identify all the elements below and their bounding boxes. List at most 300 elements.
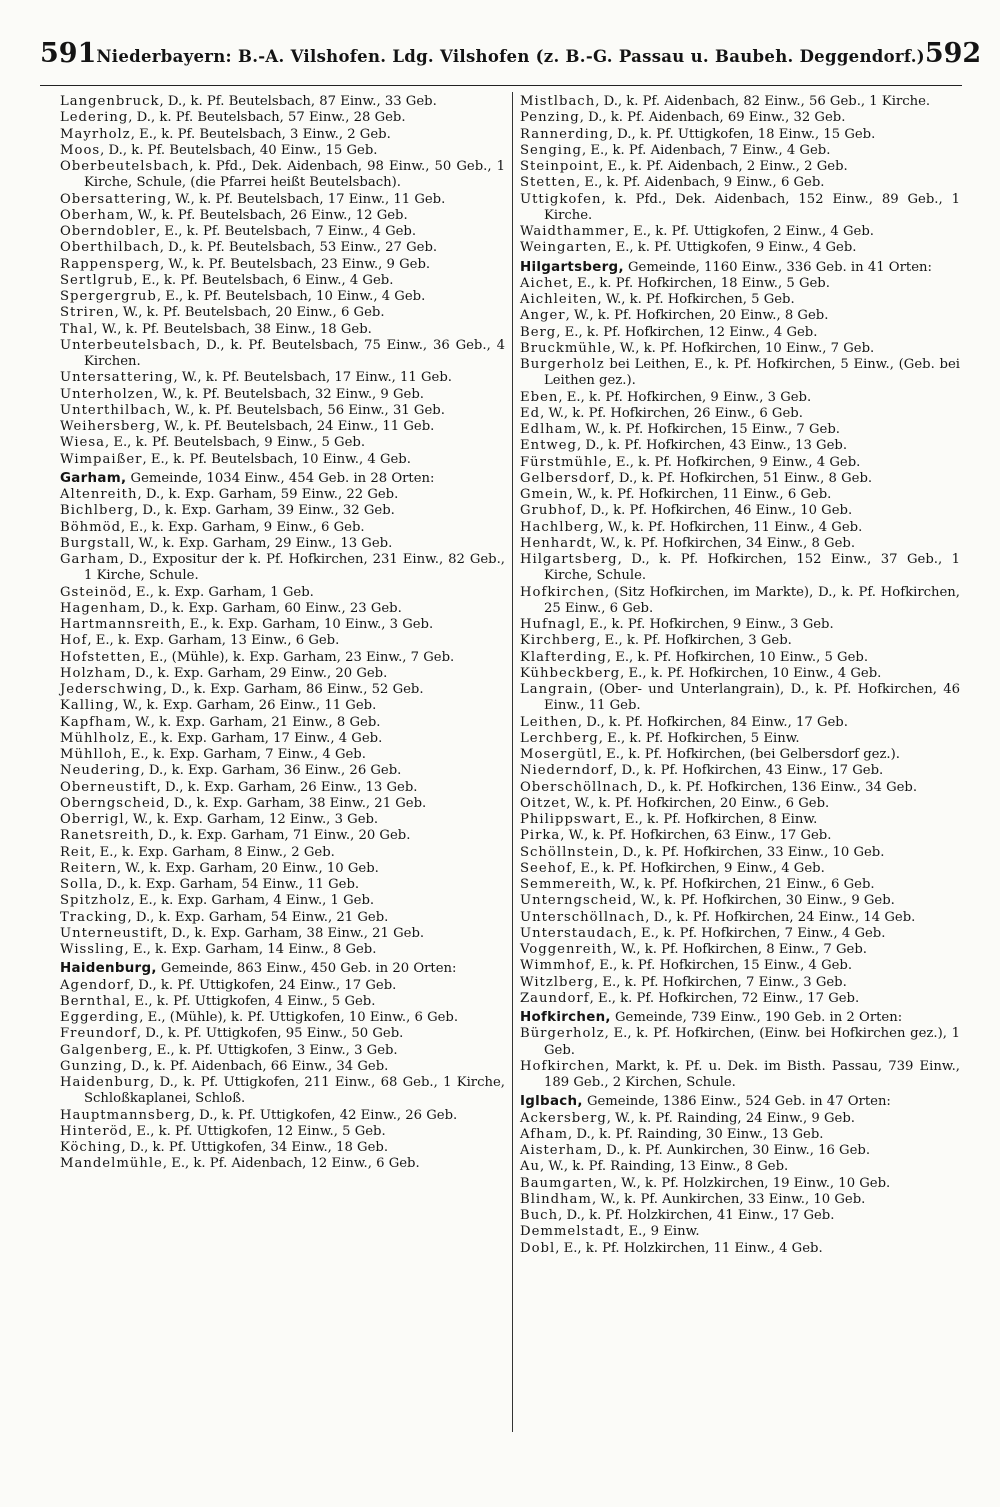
- place-details: , (Ober- und Unterlangrain), D., k. Pf. Hofkirchen, 46 Einw., 11 Geb.: [544, 682, 960, 714]
- place-name: Rappensperg: [60, 256, 161, 272]
- place-entry: [520, 438, 960, 454]
- place-name: Gelbersdorf: [520, 470, 611, 486]
- place-details: , D., k. Pf. Aunkirchen, 30 Einw., 16 Geb.: [597, 1143, 871, 1158]
- place-name: Philippswart: [520, 812, 617, 827]
- place-details: , E., k. Exp. Garham, 1 Geb.: [127, 584, 314, 600]
- place-name: Thal: [60, 321, 94, 337]
- place-details: , E., k. Pf. Uttigkofen, 2 Einw., 4 Geb.: [624, 224, 874, 239]
- place-details: , D., k. Pf. Aidenbach, 69 Einw., 32 Geb.: [579, 110, 846, 126]
- place-name: Senging: [520, 142, 582, 158]
- municipality-name: Hofkirchen,: [520, 1010, 611, 1025]
- place-details: , E., k. Pf. Hofkirchen, 72 Einw., 17 Geb.: [589, 990, 860, 1006]
- place-entry: [520, 240, 960, 256]
- place-details: , D., k. Pf. Uttigkofen, 95 Einw., 50 Geb.: [136, 1026, 404, 1042]
- place-details: , E., k. Exp. Garham, 14 Einw., 8 Geb.: [124, 942, 377, 957]
- place-details: , E., k. Pf. Hofkirchen, 9 Einw., 4 Geb.: [571, 860, 825, 876]
- place-entry: [60, 747, 505, 763]
- place-name: Galgenberg: [60, 1042, 149, 1058]
- place-details: , E., k. Pf. Beutelsbach, 10 Einw., 4 Geb.: [156, 289, 426, 304]
- place-name: Stetten: [520, 175, 577, 191]
- place-details: , D., k. Exp. Garham, 54 Einw., 21 Geb.: [127, 909, 389, 925]
- place-name: Striren: [60, 305, 115, 321]
- place-name: Köching: [60, 1140, 122, 1155]
- place-details: , E., k. Pf. Aidenbach, 12 Einw., 6 Geb.: [162, 1156, 420, 1172]
- place-details: , E., k. Pf. Aidenbach, 7 Einw., 4 Geb.: [581, 142, 831, 158]
- place-entry: [60, 419, 505, 435]
- place-name: Oberham: [60, 207, 130, 223]
- place-details: , W., k. Exp. Garham, 21 Einw., 8 Geb.: [126, 714, 381, 730]
- place-name: Semmereith: [520, 877, 612, 892]
- place-details: , D., k. Pf. Beutelsbach, 87 Einw., 33 Geb.: [159, 94, 437, 109]
- place-name: Niederndorf: [520, 763, 614, 779]
- place-entry: [520, 975, 960, 991]
- place-entry: [520, 192, 960, 225]
- place-name: Aichleiten: [520, 292, 598, 307]
- place-name: Kühbeckberg: [520, 665, 621, 681]
- place-details: , W., k. Pf. Beutelsbach, 23 Einw., 9 Geb.: [160, 256, 431, 272]
- place-name: Hartmannsreith: [60, 617, 182, 632]
- place-name: Aichet: [520, 275, 569, 291]
- place-details: , D., k. Pf. Aidenbach, 66 Einw., 34 Geb.: [122, 1058, 389, 1074]
- place-name: Kirchberg: [520, 633, 597, 649]
- place-entry: [60, 224, 505, 240]
- place-entry: [60, 110, 505, 126]
- place-name: Oberngscheid: [60, 795, 166, 811]
- place-name: Entweg: [520, 438, 577, 454]
- place-entry: [520, 1159, 960, 1175]
- place-name: Langenbruck: [60, 94, 160, 109]
- place-entry: [520, 276, 960, 292]
- place-entry: [60, 536, 505, 552]
- place-details: , W., k. Pf. Holzkirchen, 19 Einw., 10 Geb.: [612, 1175, 891, 1191]
- place-name: Henhardt: [520, 535, 593, 551]
- place-name: Hauptmannsberg: [60, 1107, 191, 1123]
- place-details: , W., k. Pf. Hofkirchen, 26 Einw., 6 Geb.: [540, 405, 803, 421]
- place-name: Oberthilbach: [60, 240, 160, 256]
- place-name: Unterthilbach: [60, 402, 167, 418]
- place-name: Wimmhof: [520, 958, 591, 974]
- place-details: , W., k. Pf. Rainding, 13 Einw., 8 Geb.: [540, 1159, 789, 1175]
- place-name: Seehof: [520, 860, 572, 876]
- place-entry: [60, 877, 505, 893]
- place-name: Eggerding: [60, 1010, 140, 1025]
- place-entry: [60, 780, 505, 796]
- municipality-name: Garham,: [60, 470, 127, 486]
- place-entry: [60, 1075, 505, 1108]
- place-name: Demmelstadt: [520, 1224, 621, 1240]
- place-details: , E., k. Pf. Beutelsbach, 9 Einw., 5 Geb.: [104, 435, 366, 451]
- place-details: , D., k. Pf. Hofkirchen, 43 Einw., 13 Geb.: [576, 438, 848, 454]
- place-entry: [520, 747, 960, 763]
- place-entry: [520, 1026, 960, 1059]
- place-details: , W., k. Pf. Hofkirchen, 21 Einw., 6 Geb.: [611, 877, 875, 892]
- place-entry: [520, 1127, 960, 1143]
- place-entry: [520, 503, 960, 519]
- place-details: , D., k. Pf. Uttigkofen, 18 Einw., 15 Geb.: [608, 126, 876, 142]
- place-entry: [60, 273, 505, 289]
- place-entry: [60, 1124, 505, 1140]
- place-name: Blindham: [520, 1191, 592, 1207]
- place-name: Unterholzen: [60, 386, 154, 402]
- place-entry: [520, 1059, 960, 1092]
- place-details: , D., k. Exp. Garham, 38 Einw., 21 Geb.: [165, 795, 427, 811]
- place-name: Unterschöllnach: [520, 909, 646, 925]
- place-details: , D., k. Pf. Aidenbach, 82 Einw., 56 Geb., 1 Kirche.: [595, 94, 931, 109]
- place-name: Kalling: [60, 698, 115, 714]
- place-details: , D., k. Pf. Uttigkofen, 24 Einw., 17 Geb.: [129, 977, 397, 993]
- place-details: , E., k. Exp. Garham, 13 Einw., 6 Geb.: [87, 633, 340, 649]
- place-details: bei Leithen, E., k. Pf. Hofkirchen, 5 Einw., (Geb. bei Leithen gez.).: [544, 357, 960, 389]
- place-details: , D., Expositur der k. Pf. Hofkirchen, 231 Einw., 82 Geb., 1 Kirche, Schule.: [84, 552, 505, 584]
- place-entry: [60, 305, 505, 321]
- place-details: , D., k. Exp. Garham, 86 Einw., 52 Geb.: [162, 682, 424, 697]
- place-name: Aisterham: [520, 1143, 598, 1158]
- place-entry: [60, 926, 505, 942]
- municipality-heading: [520, 260, 960, 276]
- place-entry: [60, 503, 505, 519]
- place-entry: [60, 338, 505, 371]
- place-details: , E., k. Exp. Garham, 10 Einw., 3 Geb.: [181, 617, 434, 632]
- place-details: , E., k. Pf. Aidenbach, 2 Einw., 2 Geb.: [599, 159, 848, 174]
- place-details: , D., k. Pf. Hofkirchen, 24 Einw., 14 Geb.: [645, 909, 916, 925]
- place-details: , D., k. Pf. Uttigkofen, 34 Einw., 18 Geb.: [121, 1140, 389, 1155]
- place-entry: [60, 257, 505, 273]
- place-entry: [60, 682, 505, 698]
- place-entry: [60, 1108, 505, 1124]
- place-details: , D., k. Exp. Garham, 38 Einw., 21 Geb.: [163, 925, 425, 941]
- place-name: Hofkirchen: [520, 1058, 606, 1074]
- place-name: Leithen: [520, 714, 578, 730]
- place-entry: [60, 715, 505, 731]
- place-entry: [60, 127, 505, 143]
- place-name: Oberneustift: [60, 779, 157, 795]
- place-name: Neudering: [60, 763, 141, 779]
- municipality-heading: [520, 1094, 960, 1110]
- place-details: , E., (Mühle), k. Exp. Garham, 23 Einw., 7 Geb.: [141, 649, 455, 665]
- place-entry: [520, 110, 960, 126]
- place-name: Bichlberg: [60, 503, 134, 519]
- place-entry: [520, 143, 960, 159]
- place-entry: [60, 452, 505, 468]
- place-details: , D., k. Pf. Hofkirchen, 43 Einw., 17 Geb.: [613, 763, 884, 779]
- place-name: Oberschöllnach: [520, 779, 639, 795]
- place-entry: [60, 601, 505, 617]
- place-entry: [60, 94, 505, 110]
- place-details: , E., k. Exp. Garham, 8 Einw., 2 Geb.: [91, 844, 335, 860]
- place-name: Wiesa: [60, 435, 105, 451]
- place-details: , D., k. Pf. Beutelsbach, 40 Einw., 15 Geb.: [100, 142, 378, 158]
- place-name: Eben: [520, 389, 559, 405]
- place-name: Garham: [60, 552, 120, 567]
- place-entry: [60, 763, 505, 779]
- place-entry: [60, 370, 505, 386]
- place-name: Buch: [520, 1208, 559, 1223]
- place-name: Unterbeutelsbach: [60, 337, 197, 353]
- place-name: Mühlholz: [60, 730, 131, 746]
- place-name: Langrain: [520, 682, 589, 697]
- place-details: , W., k. Pf. Beutelsbach, 17 Einw., 11 Geb.: [166, 191, 446, 207]
- place-name: Spergergrub: [60, 289, 157, 304]
- place-entry: [520, 325, 960, 341]
- place-details: , k. Pfd., Dek. Aidenbach, 98 Einw., 50 Geb., 1 Kirche, Schule, (die Pfarrei heißt Beutelsbach).: [84, 159, 505, 191]
- place-name: Oberbeutelsbach: [60, 159, 190, 174]
- place-name: Hufnagl: [520, 617, 581, 632]
- place-details: , D., k. Pf. Hofkirchen, 46 Einw., 10 Geb.: [582, 503, 853, 519]
- place-entry: [520, 763, 960, 779]
- place-name: Ledering: [60, 110, 129, 126]
- place-entry: [520, 224, 960, 240]
- place-entry: [60, 731, 505, 747]
- place-name: Baumgarten: [520, 1175, 613, 1191]
- place-details: , W., k. Pf. Hofkirchen, 11 Einw., 4 Geb.: [599, 519, 863, 535]
- place-name: Haidenburg: [60, 1075, 151, 1090]
- place-entry: [60, 289, 505, 305]
- place-details: , W., k. Pf. Hofkirchen, 10 Einw., 7 Geb.: [611, 340, 875, 356]
- place-name: Uttigkofen: [520, 191, 602, 207]
- place-entry: [520, 552, 960, 585]
- header-rule: [40, 85, 962, 86]
- place-entry: [60, 487, 505, 503]
- place-name: Unterstaudach: [520, 925, 633, 941]
- place-entry: [60, 192, 505, 208]
- place-details: , E., k. Pf. Uttigkofen, 4 Einw., 5 Geb.: [126, 993, 376, 1009]
- place-details: , D., k. Pf. Hofkirchen, 136 Einw., 34 Geb.: [638, 779, 918, 795]
- place-name: Weingarten: [520, 240, 608, 256]
- place-entry: [60, 893, 505, 909]
- place-name: Mandelmühle: [60, 1156, 163, 1172]
- place-entry: [60, 435, 505, 451]
- right-column: [520, 94, 960, 1257]
- place-name: Dobl: [520, 1240, 556, 1256]
- place-details: , W., k. Pf. Hofkirchen, 20 Einw., 8 Geb.: [565, 308, 829, 324]
- place-entry: [60, 861, 505, 877]
- place-name: Witzlberg: [520, 974, 594, 990]
- place-details: , D., k. Pf. Hofkirchen, 33 Einw., 10 Geb.: [614, 844, 885, 860]
- place-entry: [60, 1043, 505, 1059]
- place-entry: [520, 877, 960, 893]
- running-title: Niederbayern: B.-A. Vilshofen. Ldg. Vilshofen (z. B.-G. Passau u. Baubeh. Deggendorf.): [96, 47, 925, 66]
- place-entry: [60, 520, 505, 536]
- place-details: , W., k. Pf. Beutelsbach, 38 Einw., 18 Geb.: [93, 321, 372, 337]
- place-name: Tracking: [60, 909, 128, 925]
- place-entry: [520, 94, 960, 110]
- place-name: Fürstmühle: [520, 454, 608, 470]
- place-entry: [60, 1059, 505, 1075]
- place-name: Berg: [520, 324, 557, 340]
- place-name: Böhmöd: [60, 519, 122, 535]
- place-name: Steinpoint: [520, 159, 600, 174]
- place-entry: [520, 633, 960, 649]
- place-details: , E., k. Pf. Hofkirchen, 18 Einw., 5 Geb.: [568, 275, 830, 291]
- place-name: Ed: [520, 405, 541, 421]
- place-details: , W., k. Pf. Beutelsbach, 20 Einw., 6 Geb.: [114, 305, 385, 321]
- place-details: , D., k. Pf. Uttigkofen, 211 Einw., 68 Geb., 1 Kirche, Schloßkaplanei, Schloß.: [84, 1075, 505, 1107]
- place-name: Mosergütl: [520, 747, 598, 762]
- place-details: , W., k. Pf. Beutelsbach, 24 Einw., 11 Geb.: [155, 419, 435, 434]
- place-name: Ackersberg: [520, 1110, 607, 1126]
- place-name: Sertlgrub: [60, 272, 134, 288]
- place-details: , E., k. Exp. Garham, 4 Einw., 1 Geb.: [130, 893, 375, 909]
- place-details: , E., k. Pf. Hofkirchen, 8 Einw.: [616, 812, 818, 827]
- place-name: Spitzholz: [60, 893, 131, 909]
- place-name: Reitern: [60, 860, 117, 876]
- place-name: Penzing: [520, 110, 580, 126]
- place-name: Lerchberg: [520, 730, 599, 746]
- place-name: Zaundorf: [520, 990, 590, 1006]
- place-entry: [60, 552, 505, 585]
- place-entry: [520, 520, 960, 536]
- place-details: , E., k. Pf. Hofkirchen, 7 Einw., 4 Geb.: [632, 925, 886, 941]
- place-details: , E., k. Exp. Garham, 9 Einw., 6 Geb.: [121, 519, 365, 535]
- place-details: , E., k. Pf. Uttigkofen, 12 Einw., 5 Geb.: [128, 1123, 386, 1139]
- place-name: Jederschwing: [60, 682, 163, 697]
- place-entry: [520, 991, 960, 1007]
- place-name: Hagenham: [60, 600, 141, 616]
- place-name: Oitzet: [520, 795, 567, 811]
- place-entry: [60, 942, 505, 958]
- place-entry: [60, 698, 505, 714]
- place-details: , D., k. Exp. Garham, 59 Einw., 22 Geb.: [137, 487, 399, 502]
- municipality-heading: [520, 1010, 960, 1026]
- place-name: Moos: [60, 142, 101, 158]
- place-entry: [520, 780, 960, 796]
- place-entry: [520, 585, 960, 618]
- place-name: Burgerholz: [520, 357, 605, 372]
- place-details: , D., k. Pf. Hofkirchen, 84 Einw., 17 Geb.: [577, 714, 848, 730]
- place-name: Anger: [520, 308, 566, 324]
- place-details: , D., k. Exp. Garham, 54 Einw., 11 Geb.: [98, 877, 360, 892]
- place-name: Mühlloh: [60, 747, 123, 762]
- place-details: , E., k. Pf. Beutelsbach, 10 Einw., 4 Geb.: [142, 451, 411, 467]
- place-entry: [520, 958, 960, 974]
- place-details: , D., k. Pf. Hofkirchen, 51 Einw., 8 Geb.: [610, 470, 873, 486]
- place-details: , E., k. Pf. Hofkirchen, 7 Einw., 3 Geb.: [594, 974, 847, 990]
- place-name: Grubhof: [520, 503, 583, 519]
- place-entry: [520, 536, 960, 552]
- place-name: Holzham: [60, 665, 127, 681]
- place-details: , E., k. Pf. Hofkirchen, 5 Einw.: [598, 730, 800, 746]
- place-entry: [60, 666, 505, 682]
- place-name: Wissling: [60, 942, 125, 957]
- place-name: Unterneustift: [60, 925, 164, 941]
- place-entry: [520, 812, 960, 828]
- place-name: Ranetsreith: [60, 828, 150, 844]
- place-details: , W., k. Pf. Hofkirchen, 15 Einw., 7 Geb.: [577, 422, 840, 437]
- place-entry: [520, 390, 960, 406]
- place-details: , W., k. Pf. Rainding, 24 Einw., 9 Geb.: [606, 1110, 855, 1126]
- place-entry: [520, 1208, 960, 1224]
- place-entry: [520, 1111, 960, 1127]
- place-entry: [520, 308, 960, 324]
- place-name: Gunzing: [60, 1058, 123, 1074]
- place-name: Hinteröd: [60, 1123, 129, 1139]
- place-details: , W., k. Pf. Hofkirchen, 20 Einw., 6 Geb.: [566, 795, 830, 811]
- place-name: Freundorf: [60, 1026, 137, 1042]
- left-column: [60, 94, 505, 1173]
- place-entry: [520, 715, 960, 731]
- place-details: Gemeinde, 739 Einw., 190 Geb. in 2 Orten:: [610, 1010, 903, 1025]
- place-entry: [60, 240, 505, 256]
- page-number-right: 592: [924, 38, 982, 69]
- page-number-left: 591: [40, 38, 97, 69]
- place-name: Au: [520, 1159, 541, 1175]
- place-name: Hachlberg: [520, 519, 600, 535]
- place-details: , W., k. Pf. Hofkirchen, 8 Einw., 7 Geb.: [612, 942, 867, 957]
- place-details: , E., k. Pf. Holzkirchen, 11 Einw., 4 Geb.: [555, 1240, 823, 1256]
- place-entry: [520, 406, 960, 422]
- place-entry: [520, 910, 960, 926]
- place-details: , W., k. Exp. Garham, 20 Einw., 10 Geb.: [116, 860, 379, 876]
- place-details: , D., k. Exp. Garham, 71 Einw., 20 Geb.: [149, 828, 411, 844]
- place-entry: [520, 159, 960, 175]
- place-name: Bernthal: [60, 993, 127, 1009]
- place-name: Burgstall: [60, 535, 131, 551]
- place-details: , W., k. Pf. Hofkirchen, 11 Einw., 6 Geb.: [568, 487, 832, 502]
- page-header: [40, 38, 982, 78]
- place-details: , W., k. Exp. Garham, 26 Einw., 11 Geb.: [114, 698, 377, 714]
- place-name: Schöllnstein: [520, 844, 615, 860]
- place-entry: [520, 487, 960, 503]
- place-details: , D., k. Pf. Beutelsbach, 75 Einw., 36 Geb., 4 Kirchen.: [84, 337, 505, 369]
- place-details: , D., k. Pf. Beutelsbach, 53 Einw., 27 Geb.: [159, 240, 438, 256]
- place-entry: [60, 812, 505, 828]
- place-details: , E., k. Pf. Hofkirchen, 9 Einw., 3 Geb.: [580, 617, 834, 632]
- place-name: Oberrigl: [60, 812, 125, 827]
- place-entry: [520, 357, 960, 390]
- place-entry: [520, 796, 960, 812]
- place-entry: [520, 828, 960, 844]
- place-details: , W., k. Pf. Beutelsbach, 56 Einw., 31 Geb.: [166, 402, 445, 418]
- place-details: , E., k. Pf. Hofkirchen, 9 Einw., 4 Geb.: [607, 454, 861, 470]
- place-entry: [60, 387, 505, 403]
- place-details: , E., (Mühle), k. Pf. Uttigkofen, 10 Einw., 6 Geb.: [139, 1010, 459, 1025]
- place-entry: [60, 650, 505, 666]
- place-details: , E., k. Pf. Hofkirchen, (Einw. bei Hofkirchen gez.), 1 Geb.: [544, 1026, 960, 1058]
- place-details: , W., k. Pf. Beutelsbach, 32 Einw., 9 Geb.: [153, 386, 424, 402]
- place-entry: [520, 845, 960, 861]
- place-entry: [520, 175, 960, 191]
- place-name: Pirka: [520, 828, 561, 844]
- place-name: Hof: [60, 633, 88, 649]
- place-entry: [60, 617, 505, 633]
- place-details: , W., k. Pf. Hofkirchen, 63 Einw., 17 Geb.: [560, 828, 832, 844]
- place-name: Agendorf: [60, 977, 130, 993]
- place-entry: [60, 978, 505, 994]
- place-details: , W., k. Pf. Beutelsbach, 17 Einw., 11 Geb.: [173, 370, 452, 386]
- place-entry: [60, 585, 505, 601]
- place-details: , E., k. Pf. Aidenbach, 9 Einw., 6 Geb.: [576, 175, 825, 191]
- place-details: , E., k. Pf. Beutelsbach, 3 Einw., 2 Geb.: [130, 126, 391, 142]
- place-name: Weihersberg: [60, 419, 156, 434]
- place-name: Mistlbach: [520, 94, 596, 109]
- place-name: Hilgartsberg: [520, 552, 618, 567]
- municipality-heading: [60, 961, 505, 977]
- municipality-name: Iglbach,: [520, 1094, 583, 1110]
- place-name: Oberndobler: [60, 224, 157, 239]
- place-entry: [60, 403, 505, 419]
- place-entry: [520, 1192, 960, 1208]
- place-details: , D., k. Pf. Holzkirchen, 41 Einw., 17 Geb.: [558, 1208, 835, 1223]
- place-details: , E., k. Pf. Beutelsbach, 6 Einw., 4 Geb.: [133, 272, 394, 288]
- place-entry: [520, 341, 960, 357]
- place-details: , E., 9 Einw.: [620, 1224, 700, 1240]
- place-details: , D., k. Pf. Hofkirchen, 152 Einw., 37 Geb., 1 Kirche, Schule.: [544, 552, 960, 584]
- place-details: , W., k. Pf. Hofkirchen, 34 Einw., 8 Geb.: [592, 535, 856, 551]
- place-details: Gemeinde, 1386 Einw., 524 Geb. in 47 Orten:: [582, 1094, 891, 1110]
- place-details: , D., k. Exp. Garham, 60 Einw., 23 Geb.: [140, 600, 402, 616]
- place-details: Gemeinde, 863 Einw., 450 Geb. in 20 Orten:: [156, 961, 457, 977]
- place-details: , E., k. Pf. Uttigkofen, 3 Einw., 3 Geb.: [148, 1042, 398, 1058]
